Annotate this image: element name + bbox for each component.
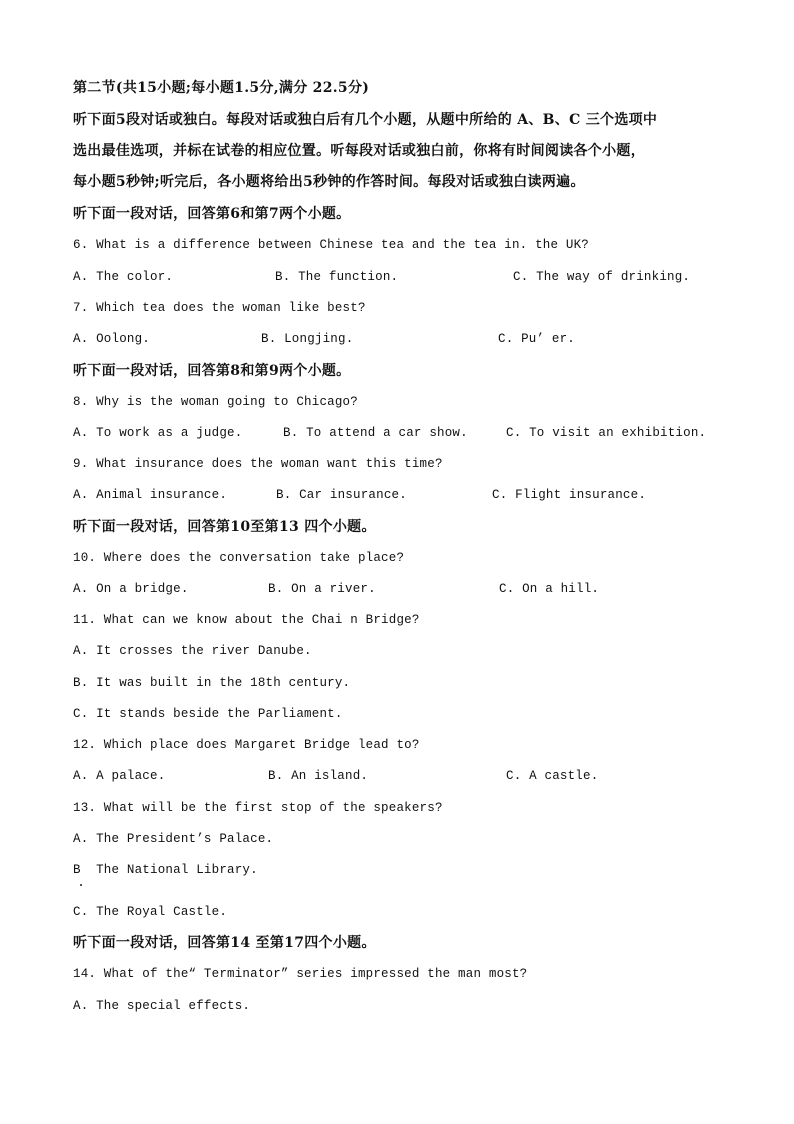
section-intro-line-1: 听下面5段对话或独白。每段对话或独白后有几个小题，从题中所给的 A、B、C 三个选项中 [73, 112, 658, 128]
group-heading-2: 听下面一段对话，回答第8和第9两个小题。 [73, 363, 351, 379]
group-heading-4: 听下面一段对话，回答第14 至第17四个小题。 [73, 935, 376, 951]
question-12-option-c: C. A castle. [506, 769, 599, 783]
question-10-stem: 10. Where does the conversation take place? [73, 551, 405, 565]
question-11-option-c: C. It stands beside the Parliament. [73, 707, 343, 721]
question-7-option-c: C. Pu’ er. [498, 332, 576, 346]
section-intro-line-3: 每小题5秒钟;听完后，各小题将给出5秒钟的作答时间。每段对话或独白读两遍。 [73, 174, 585, 190]
question-13-option-c: C. The Royal Castle. [73, 905, 228, 919]
question-8-option-a: A. To work as a judge. [73, 426, 243, 440]
question-12-option-b: B. An island. [268, 769, 369, 783]
question-10-option-a: A. On a bridge. [73, 582, 189, 596]
question-8-stem: 8. Why is the woman going to Chicago? [73, 395, 358, 409]
group-heading-1: 听下面一段对话，回答第6和第7两个小题。 [73, 206, 351, 222]
section-title: 第二节(共15小题;每小题1.5分,满分 22.5分) [73, 80, 370, 96]
section-intro-line-2: 选出最佳选项，并标在试卷的相应位置。听每段对话或独白前，你将有时间阅读各个小题， [73, 143, 645, 159]
question-11-option-a: A. It crosses the river Danube. [73, 644, 312, 658]
question-6-option-a: A. The color. [73, 270, 174, 284]
question-14-stem: 14. What of the“ Terminator” series impressed the man most? [73, 967, 528, 981]
group-heading-3: 听下面一段对话，回答第10至第13 四个小题。 [73, 519, 376, 535]
question-11-stem: 11. What can we know about the Chai n Bridge? [73, 613, 420, 627]
question-9-stem: 9. What insurance does the woman want this time? [73, 457, 443, 471]
question-7-stem: 7. Which tea does the woman like best? [73, 301, 366, 315]
question-9-option-b: B. Car insurance. [276, 488, 407, 502]
question-13-option-b: B The National Library. [73, 863, 258, 877]
question-8-option-b: B. To attend a car show. [283, 426, 468, 440]
question-13-option-a: A. The President’s Palace. [73, 832, 274, 846]
question-6-stem: 6. What is a difference between Chinese tea and the tea in. the UK? [73, 238, 589, 252]
question-8-option-c: C. To visit an exhibition. [506, 426, 707, 440]
question-12-stem: 12. Which place does Margaret Bridge lead to? [73, 738, 420, 752]
question-6-option-b: B. The function. [275, 270, 399, 284]
question-9-option-a: A. Animal insurance. [73, 488, 228, 502]
question-12-option-a: A. A palace. [73, 769, 166, 783]
question-7-option-a: A. Oolong. [73, 332, 151, 346]
question-10-option-b: B. On a river. [268, 582, 376, 596]
question-9-option-c: C. Flight insurance. [492, 488, 647, 502]
question-10-option-c: C. On a hill. [499, 582, 600, 596]
question-14-option-a: A. The special effects. [73, 999, 251, 1013]
question-13-stem: 13. What will be the first stop of the speakers? [73, 801, 443, 815]
question-11-option-b: B. It was built in the 18th century. [73, 676, 351, 690]
question-6-option-c: C. The way of drinking. [513, 270, 691, 284]
stray-dot-mark [80, 884, 82, 886]
question-7-option-b: B. Longjing. [261, 332, 354, 346]
